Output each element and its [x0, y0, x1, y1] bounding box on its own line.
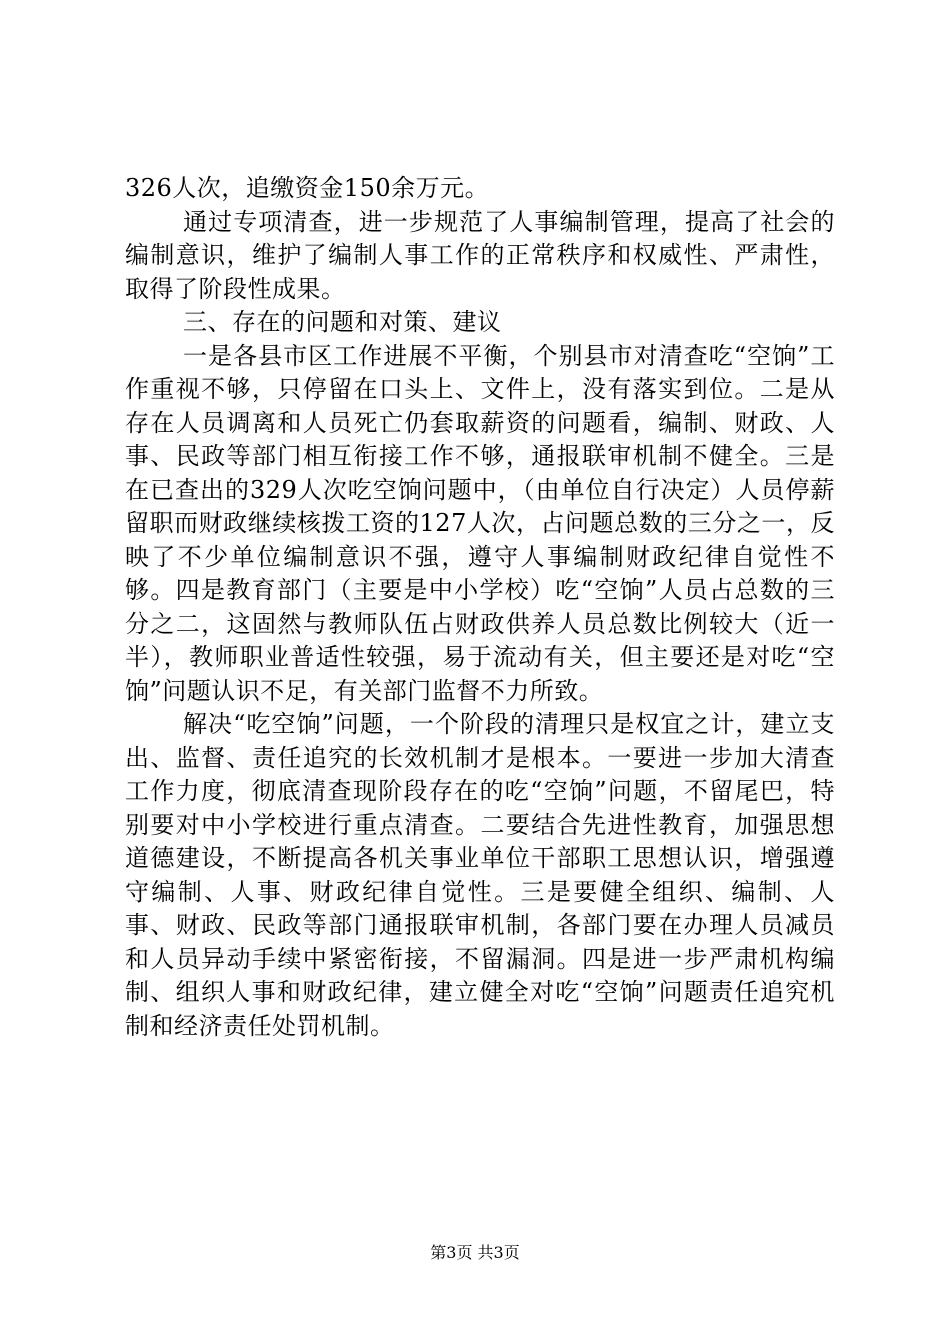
paragraph-suggestions: 解决“吃空饷”问题，一个阶段的清理只是权宜之计，建立支出、监督、责任追究的长效机制才是根本。一要进一步加大清查工作力度，彻底清查现阶段存在的吃“空饷”问题，不留尾巴，特别要对中小学校进行重点清查。二要结合先进性教育，加强思想道德建设，不断提高各机关事业单位干部职工思想认识，增强遵守编制、人事、财政纪律自觉性。三是要健全组织、编制、人事、财政、民政等部门通报联审机制，各部门要在办理人员减员和人员异动手续中紧密衔接，不留漏洞。四是进一步严肃机构编制、组织人事和财政纪律，建立健全对吃“空饷”问题责任追究机制和经济责任处罚机制。: [125, 710, 835, 1040]
document-body: [125, 172, 835, 1043]
paragraph-problems: 一是各县市区工作进展不平衡，个别县市对清查吃“空饷”工作重视不够，只停留在口头上、文件上，没有落实到位。二是从存在人员调离和人员死亡仍套取薪资的问题看，编制、财政、人事、民政等部门相互衔接工作不够，通报联审机制不健全。三是在已查出的329人次吃空饷问题中，（由单位自行决定）人员停薪留职而财政继续核拨工资的127人次，占问题总数的三分之一，反映了不少单位编制意识不强，遵守人事编制财政纪律自觉性不够。四是教育部门（主要是中小学校）吃“空饷”人员占总数的三分之二，这固然与教师队伍占财政供养人员总数比例较大（近一半），教师职业普适性较强，易于流动有关，但主要还是对吃“空饷”问题认识不足，有关部门监督不力所致。: [125, 341, 835, 705]
paragraph-continuation: 326人次，追缴资金150余万元。: [125, 174, 490, 202]
paragraph-summary: 通过专项清查，进一步规范了人事编制管理，提高了社会的编制意识，维护了编制人事工作的正常秩序和权威性、严肃性，取得了阶段性成果。: [125, 207, 835, 303]
page-footer: 第3页 共3页: [430, 1243, 520, 1262]
section-heading: 三、存在的问题和对策、建议: [183, 308, 502, 336]
